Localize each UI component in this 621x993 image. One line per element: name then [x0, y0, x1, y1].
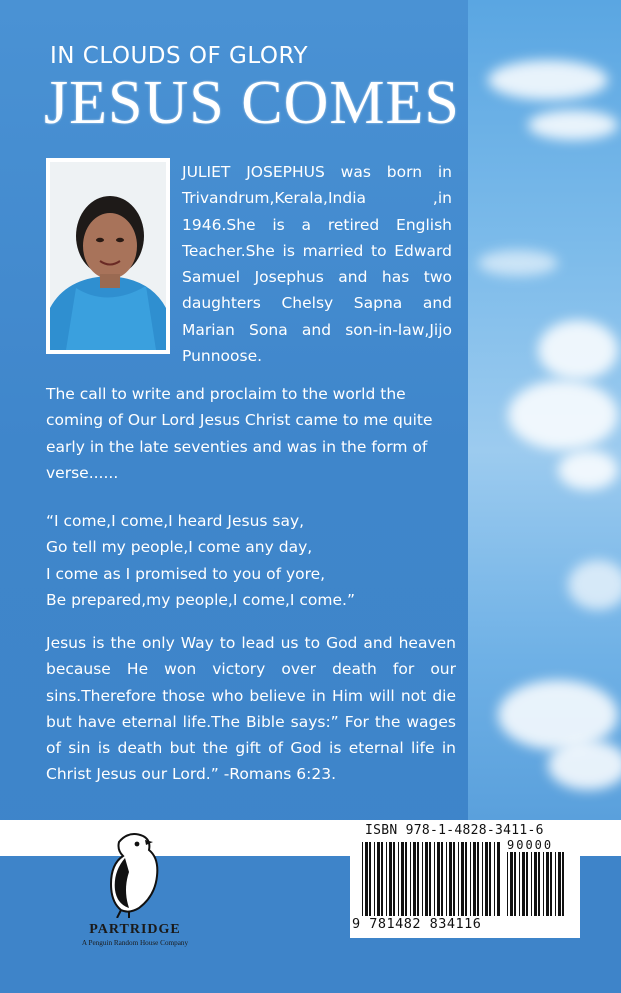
barcode-bar	[398, 842, 399, 916]
barcode-bar	[374, 842, 375, 916]
barcode-bar	[453, 842, 455, 916]
verse-line: “I come,I come,I heard Jesus say,	[46, 512, 305, 530]
barcode-bar	[519, 852, 520, 916]
isbn-label: ISBN 978-1-4828-3411-6	[365, 823, 544, 838]
barcode-bar	[377, 842, 380, 916]
barcode-bar	[465, 842, 467, 916]
barcode-bar	[458, 842, 459, 916]
barcode-bar	[417, 842, 419, 916]
barcode-bar	[386, 842, 387, 916]
barcode-bar	[369, 842, 371, 916]
barcode-bar	[558, 852, 561, 916]
barcode-bar	[429, 842, 431, 916]
barcode-digits: 9 781482 834116	[352, 916, 482, 932]
publisher-tagline: A Penguin Random House Company	[81, 939, 189, 947]
barcode-bar	[437, 842, 440, 916]
verse-line: I come as I promised to you of yore,	[46, 564, 326, 583]
author-bio: JULIET JOSEPHUS was born in Trivandrum,Kerala,India ,in 1946.She is a retired English Teacher.She is married to Edward Samuel Josephus and has two daughters Chelsy Sapna and Marian Sona and son-in-law,Jijo Punnoose.	[182, 163, 452, 366]
barcode-bar	[365, 842, 368, 916]
barcode-bar	[494, 842, 495, 916]
barcode-bar	[531, 852, 532, 916]
barcode-bar	[543, 852, 544, 916]
price-code: 90000	[507, 838, 554, 852]
barcode-bar	[381, 842, 383, 916]
intro-paragraph: The call to write and proclaim to the world the coming of Our Lord Jesus Christ came to me quite early in the late seventies and was in the form of verse......	[46, 385, 433, 482]
barcode-bar	[514, 852, 516, 916]
barcode-bar	[526, 852, 528, 916]
barcode-bar	[449, 842, 452, 916]
barcode-bar	[497, 842, 500, 916]
barcode-bar	[507, 852, 508, 916]
barcode-bar	[410, 842, 411, 916]
barcode-bar	[434, 842, 435, 916]
barcode-bar	[477, 842, 479, 916]
barcode-bar	[461, 842, 464, 916]
title-line-2: JESUS COMES	[44, 69, 460, 137]
barcode-bar	[393, 842, 395, 916]
barcode-bar	[389, 842, 392, 916]
barcode-bar	[362, 842, 363, 916]
title-line-1: IN CLOUDS OF GLORY	[50, 43, 309, 69]
barcode-bar	[550, 852, 552, 916]
barcode-bar	[485, 842, 488, 916]
verse-block	[46, 508, 456, 613]
barcode-bar	[446, 842, 447, 916]
barcode-bar	[538, 852, 540, 916]
barcode-bar	[405, 842, 407, 916]
barcode-bar	[534, 852, 537, 916]
barcode-bar	[510, 852, 513, 916]
author-photo	[46, 158, 170, 354]
barcode-bar	[555, 852, 556, 916]
verse-line: Go tell my people,I come any day,	[46, 538, 313, 557]
barcode-bar	[482, 842, 483, 916]
barcode-bar	[470, 842, 471, 916]
barcode-bar	[425, 842, 428, 916]
barcode-bar	[422, 842, 423, 916]
barcode-bar	[441, 842, 443, 916]
verse-line: Be prepared,my people,I come,I come.”	[46, 590, 356, 609]
sky-clouds-image	[468, 0, 621, 820]
barcode-bar	[562, 852, 564, 916]
bird-logo-icon	[99, 828, 169, 918]
publisher-name: PARTRIDGE	[89, 922, 181, 937]
barcode-bar	[473, 842, 476, 916]
barcode-bar	[546, 852, 549, 916]
barcode-bar	[522, 852, 525, 916]
barcode-bar	[489, 842, 491, 916]
closing-paragraph: Jesus is the only Way to lead us to God and heaven because He won victory over death for our sins.Therefore those who believe in Him will not die but have eternal life.The Bible says:” For the wages of sin is death but the gift of God is eternal life in Christ Jesus our Lord.” -Romans 6:23.	[46, 634, 456, 784]
barcode-bar	[413, 842, 416, 916]
price-barcode	[507, 852, 569, 916]
isbn-barcode	[362, 842, 502, 916]
barcode-bar	[401, 842, 404, 916]
